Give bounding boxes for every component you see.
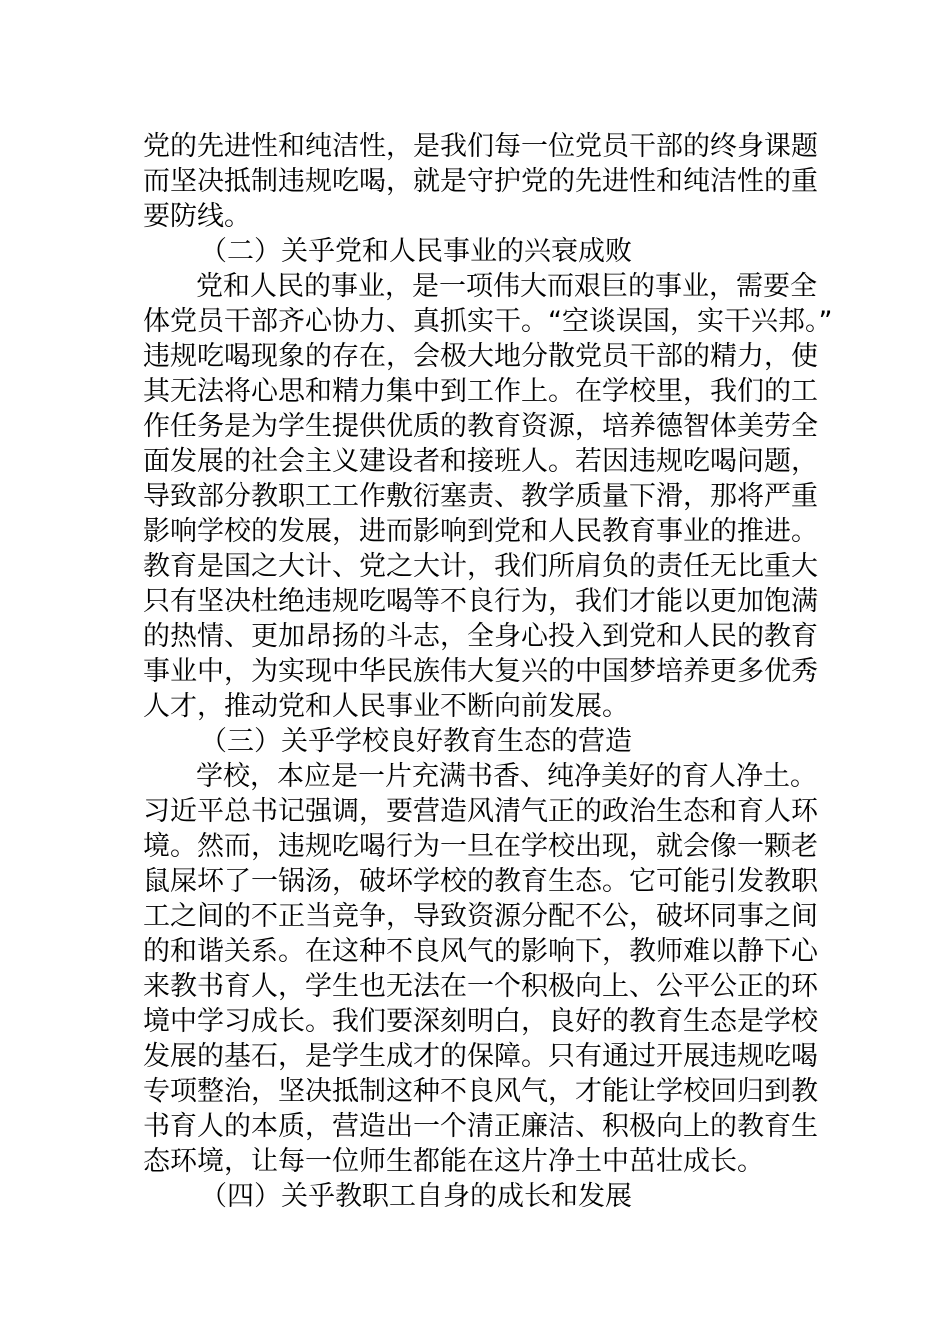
text-line: 工之间的不正当竞争，导致资源分配不公，破坏同事之间 <box>143 901 818 932</box>
text-line: 导致部分教职工工作敷衍塞责、教学质量下滑，那将严重 <box>143 481 818 512</box>
text-line: 的热情、更加昂扬的斗志，全身心投入到党和人民的教育 <box>143 621 818 652</box>
text-line: 违规吃喝现象的存在，会极大地分散党员干部的精力，使 <box>143 341 818 372</box>
text-line: 来教书育人，学生也无法在一个积极向上、公平公正的环 <box>143 971 818 1002</box>
text-line: 只有坚决杜绝违规吃喝等不良行为，我们才能以更加饱满 <box>143 586 818 617</box>
text-line: 发展的基石，是学生成才的保障。只有通过开展违规吃喝 <box>143 1041 818 1072</box>
text-line: 人才，推动党和人民事业不断向前发展。 <box>143 691 629 722</box>
section-heading: （三）关乎学校良好教育生态的营造 <box>200 726 632 757</box>
text-line: 境。然而，违规吃喝行为一旦在学校出现，就会像一颗老 <box>143 831 818 862</box>
text-line: 面发展的社会主义建设者和接班人。若因违规吃喝问题， <box>143 446 818 477</box>
text-line: 其无法将心思和精力集中到工作上。在学校里，我们的工 <box>143 376 818 407</box>
text-line: 学校，本应是一片充满书香、纯净美好的育人净土。 <box>196 761 817 792</box>
text-line: 习近平总书记强调，要营造风清气正的政治生态和育人环 <box>143 796 818 827</box>
text-line: 党的先进性和纯洁性，是我们每一位党员干部的终身课题 <box>143 131 818 162</box>
text-line: 影响学校的发展，进而影响到党和人民教育事业的推进。 <box>143 516 818 547</box>
section-heading: （二）关乎党和人民事业的兴衰成败 <box>200 236 632 267</box>
section-heading: （四）关乎教职工自身的成长和发展 <box>200 1181 632 1212</box>
text-line: 专项整治，坚决抵制这种不良风气，才能让学校回归到教 <box>143 1076 818 1107</box>
text-line: 体党员干部齐心协力、真抓实干。“空谈误国，实干兴邦。” <box>143 306 833 337</box>
text-line: 境中学习成长。我们要深刻明白，良好的教育生态是学校 <box>143 1006 818 1037</box>
text-line: 的和谐关系。在这种不良风气的影响下，教师难以静下心 <box>143 936 818 967</box>
text-line: 作任务是为学生提供优质的教育资源，培养德智体美劳全 <box>143 411 818 442</box>
text-line: 要防线。 <box>143 201 251 232</box>
text-line: 教育是国之大计、党之大计，我们所肩负的责任无比重大 <box>143 551 818 582</box>
text-line: 态环境，让每一位师生都能在这片净土中茁壮成长。 <box>143 1146 764 1177</box>
text-line: 党和人民的事业，是一项伟大而艰巨的事业，需要全 <box>196 271 817 302</box>
text-line: 而坚决抵制违规吃喝，就是守护党的先进性和纯洁性的重 <box>143 166 818 197</box>
text-line: 鼠屎坏了一锅汤，破坏学校的教育生态。它可能引发教职 <box>143 866 818 897</box>
text-line: 事业中，为实现中华民族伟大复兴的中国梦培养更多优秀 <box>143 656 818 687</box>
text-line: 书育人的本质，营造出一个清正廉洁、积极向上的教育生 <box>143 1111 818 1142</box>
